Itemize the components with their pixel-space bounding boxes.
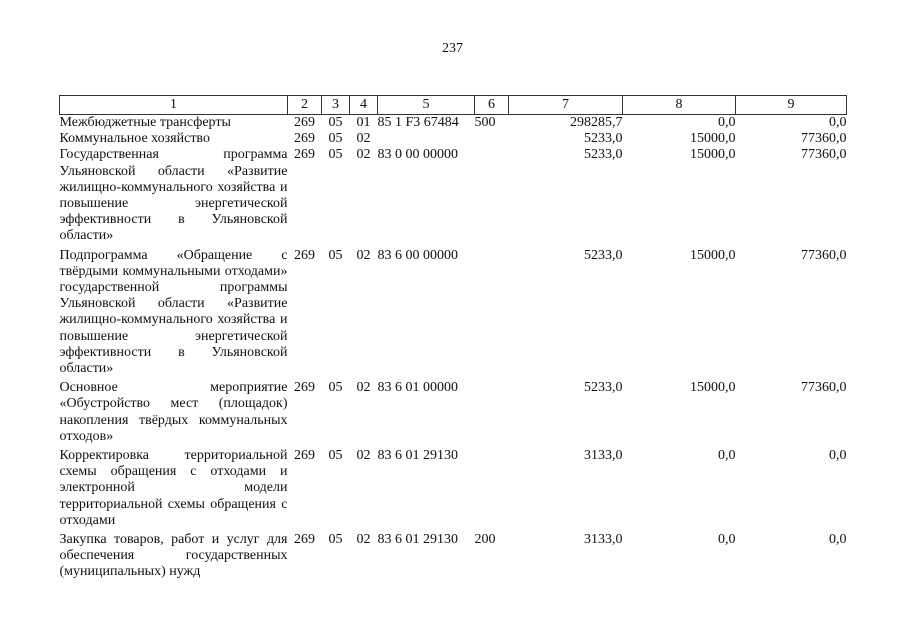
row-value-2021: 0,0: [718, 448, 736, 464]
row-name: Основное мероприятие «Обустройство мест (площадок) накопления твёрдых коммунальных отходов»: [59, 380, 288, 444]
row-target: 85 1 F3 67484: [377, 115, 459, 130]
row-value-2022: 0,0: [829, 448, 847, 464]
row-value-2022: 0,0: [829, 115, 847, 130]
row-admin: 269: [294, 147, 315, 163]
row-section: 05: [328, 532, 343, 548]
row-subsection: 02: [356, 448, 371, 464]
budget-table: [59, 95, 847, 584]
row-subsection: 02: [356, 147, 371, 163]
row-section: 05: [328, 147, 343, 163]
table-row: [60, 380, 847, 448]
row-target: 83 6 01 29130: [377, 532, 458, 548]
row-value-2022: 77360,0: [801, 380, 847, 396]
row-kind: [475, 131, 509, 147]
row-name: Коммунальное хозяйство: [59, 131, 210, 147]
row-kind: [475, 248, 509, 381]
row-value-2020: 5233,0: [584, 247, 623, 263]
row-subsection: 02: [356, 131, 371, 147]
row-section: 05: [328, 247, 343, 263]
row-value-2021: 15000,0: [690, 247, 736, 263]
row-name: Межбюджетные трансферты: [59, 115, 231, 130]
header-col-5: 5: [378, 96, 475, 115]
row-kind: [475, 380, 509, 448]
table-row: [60, 115, 847, 132]
row-value-2020: 5233,0: [584, 380, 623, 396]
row-value-2022: 77360,0: [801, 131, 847, 147]
row-subsection: 02: [356, 247, 371, 263]
row-kind: 200: [474, 532, 496, 548]
row-section: 05: [328, 448, 343, 464]
row-target: 83 6 01 29130: [377, 448, 458, 464]
table-row: [60, 131, 847, 147]
row-section: 05: [328, 380, 343, 396]
row-value-2021: 0,0: [718, 532, 736, 548]
row-target: 83 6 00 00000: [377, 247, 458, 263]
table-row: [60, 147, 847, 247]
table-row: [60, 448, 847, 532]
row-subsection: 02: [356, 380, 371, 396]
header-col-6: 6: [475, 96, 509, 115]
header-col-8: 8: [623, 96, 736, 115]
row-subsection: 02: [356, 532, 371, 548]
row-value-2022: 77360,0: [801, 247, 847, 263]
row-value-2020: 5233,0: [584, 131, 623, 147]
row-name: Корректировка территориальной схемы обращения с отходами и электронной модели территориальной схемы обращения с отходами: [59, 448, 288, 528]
row-name: Государственная программа Ульяновской области «Развитие жилищно-коммунального хозяйства и повышение энергетической эффективности в Ульяновской области»: [59, 147, 288, 244]
table-header-row: [60, 96, 847, 115]
header-col-9: 9: [736, 96, 847, 115]
header-col-3: 3: [322, 96, 350, 115]
row-admin: 269: [294, 131, 315, 147]
row-kind: [475, 448, 509, 532]
row-admin: 269: [294, 115, 315, 130]
row-subsection: 01: [356, 115, 371, 130]
row-target: 83 6 01 00000: [377, 380, 458, 396]
header-col-7: 7: [509, 96, 623, 115]
row-value-2021: 15000,0: [690, 380, 736, 396]
row-value-2020: 3133,0: [584, 532, 623, 548]
row-name: Закупка товаров, работ и услуг для обеспечения государственных (муниципальных) нужд: [59, 532, 288, 580]
row-value-2022: 0,0: [829, 532, 847, 548]
header-col-1: 1: [60, 96, 288, 115]
row-target: 83 0 00 00000: [377, 147, 458, 163]
page-number: 237: [442, 41, 463, 56]
row-kind: [475, 147, 509, 247]
row-kind: 500: [474, 115, 496, 130]
row-value-2020: 5233,0: [584, 147, 623, 163]
header-col-4: 4: [350, 96, 378, 115]
row-admin: 269: [294, 448, 315, 464]
row-section: 05: [328, 115, 343, 130]
row-value-2020: 3133,0: [584, 448, 623, 464]
row-value-2021: 0,0: [718, 115, 736, 130]
row-value-2020: 298285,7: [570, 115, 623, 130]
table-row: [60, 248, 847, 381]
table-row: [60, 532, 847, 584]
row-section: 05: [328, 131, 343, 147]
row-value-2021: 15000,0: [690, 131, 736, 147]
row-admin: 269: [294, 532, 315, 548]
header-col-2: 2: [288, 96, 322, 115]
row-admin: 269: [294, 247, 315, 263]
row-value-2021: 15000,0: [690, 147, 736, 163]
row-name: Подпрограмма «Обращение с твёрдыми коммунальными отходами» государственной программы Ульяновской области «Развитие жилищно-коммунального хозяйства и повышение энергетической эффективности в Ульяновской области»: [59, 247, 288, 377]
row-admin: 269: [294, 380, 315, 396]
row-target: [378, 131, 475, 147]
row-value-2022: 77360,0: [801, 147, 847, 163]
